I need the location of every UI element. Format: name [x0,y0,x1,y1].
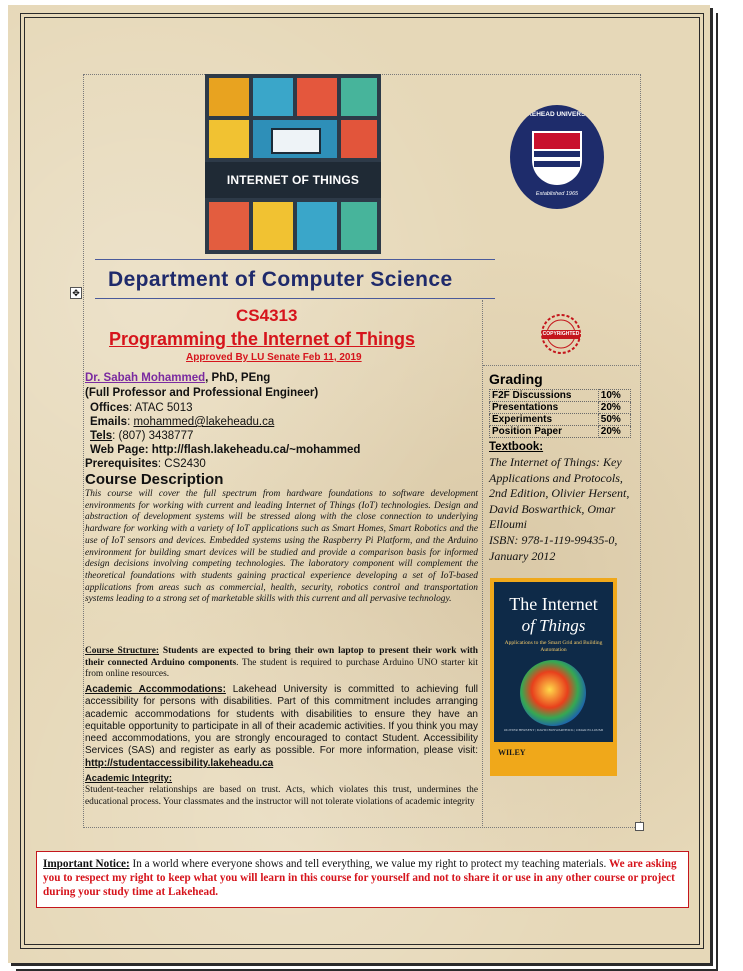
instructor-position: (Full Professor and Professional Engineer) [85,387,319,399]
grading-item: Experiments [490,414,599,426]
tile-camera [253,78,293,116]
instructor-degrees: , PhD, PEng [205,372,271,384]
tile-router [209,202,249,250]
tile-bulb [253,202,293,250]
structure-label: Course Structure: [85,646,160,656]
grading-heading: Grading [489,371,543,387]
structure-text: . The student is required to purchase Arduino UNO starter kit from online resources. [85,657,478,680]
textbook-isbn: ISBN: 978-1-119-99435-0, January 2012 [489,532,618,563]
grading-row [490,390,631,402]
book-cover-authors: OLIVIER HERSENT | DAVID BOSWARTHICK | OMAR ELLOUMI [503,728,604,732]
book-cover-publisher: WILEY [498,748,526,757]
header-rule-top [95,259,495,260]
grading-item: Position Paper [490,426,599,438]
grading-row [490,426,631,438]
grading-weight: 10% [598,390,630,402]
book-cover [490,578,617,776]
offices-line [90,402,193,414]
accommodations-label: Academic Accommodations: [85,684,226,695]
offices-label: Offices [90,402,129,414]
emails-label: Emails [90,416,128,428]
prereq-line [85,458,206,470]
instructor-name[interactable]: Dr. Sabah Mohammed [85,372,206,384]
table-move-handle[interactable]: ✥ [70,287,82,299]
notice-body: In a world where everyone shows and tell everything, we value my right to protect my teaching materials. [129,858,610,870]
grading-item: Presentations [490,402,599,414]
book-cover-of-things: of Things [521,616,586,635]
course-structure [85,646,478,681]
notice-label: Important Notice: [43,858,130,870]
tile-fan [341,202,377,250]
book-cover-subtitle: Applications to the Smart Grid and Building Automation [504,640,603,653]
accessibility-link[interactable]: http://studentaccessibility.lakeheadu.ca [85,757,274,769]
notice-text [43,857,683,900]
logo-established: Established 1965 [535,191,579,197]
tile-fridge [341,120,377,158]
tile-laptop [253,120,337,158]
course-code: CS4313 [236,306,298,325]
book-cover-the: The Internet [509,594,598,614]
grading-weight: 50% [598,414,630,426]
department-title: Department of Computer Science [108,268,453,291]
prereq-label: Prerequisites [85,458,158,470]
iot-image [205,74,381,254]
logo-name: LAKEHEAD UNIVERSITY [518,111,596,118]
grading-item: F2F Discussions [490,390,599,402]
stamp-text: COPYRIGHTED [542,331,580,337]
grading-weight: 20% [598,426,630,438]
emails-line: Emails: mohammed@lakeheadu.ca [90,416,275,428]
important-notice [36,851,689,908]
instructor-line [85,372,270,384]
copyright-stamp [540,313,582,355]
description-text: This course will cover the full spectrum from hardware foundations to software development environments for working with current and leading Internet of Things (IoT) technologies. Design and abstraction of development systems will be stressed along with the close connection to underlying hardware for working with a variety of IoT applications such as Smart Homes, Smart Robotics and the use of IoT sensors and devices. Embedded systems using the Raspberry Pi Platform, and the Arduino environment for building smart devices will be studied and provide a comparison basis for informed design decisions involving competing technologies. The laboratory component will complement the theoretical foundations with students gaining practical experience developing a set of IoT-based applications from areas such as commercial, health, security, robotics control and transportation systems leading to a strong set of marketable skills with this current and all pervasive technology. [85,489,478,605]
approval-note: Approved By LU Senate Feb 11, 2019 [186,352,362,363]
tels-value: : (807) 3438777 [112,430,194,442]
description-heading: Course Description [85,471,224,488]
tile-appliance [209,78,249,116]
prereq-value: : CS2430 [157,458,206,470]
iot-caption: INTERNET OF THINGS [205,162,381,198]
book-cover-graphic [520,660,586,726]
accommodations-text: Lakehead University is committed to achieving full accessibility for persons with disabilities. Part of this commitment includes arranging academic accommodations for students with disabilities to ensure they have an equitable opportunity to participate in all of their academic activities. If you think you may need accommodations, you are strongly encouraged to contact Student. Accessibility Services (SAS) and register as early as possible. For more information, please visit: [85,684,478,757]
academic-accommodations [85,684,478,770]
table-resize-handle[interactable] [635,822,644,831]
header-rule-bottom [95,298,495,299]
structure-bold-text: Students are expected to bring their own laptop to present their work with their connected Arduino components [85,646,479,668]
textbook-text [489,455,637,564]
web-line [90,444,360,456]
tile-watch [297,202,337,250]
grading-weight: 20% [598,402,630,414]
web-value[interactable]: : http://flash.lakeheadu.ca/~mohammed [144,444,361,456]
integrity-heading [85,772,478,784]
textbook-title: The Internet of Things: Key Applications and Protocols, 2nd Edition, Olivier Hersent, David Boswarthick, Omar Elloumi [489,455,630,532]
offices-value: : ATAC 5013 [129,402,193,414]
email-link[interactable]: mohammed@lakeheadu.ca [133,416,275,428]
grading-table [489,389,631,438]
tels-label: Tels [90,430,113,442]
integrity-text: Student-teacher relationships are based on trust. Acts, which violates this trust, undermines the educational process. Your classmates and the instructor will not tolerate violations of academic integrity [85,785,478,807]
grading-row [490,414,631,426]
tile-screen [341,78,377,116]
tile-light [209,120,249,158]
lakehead-logo [510,105,604,209]
course-title: Programming the Internet of Things [109,329,416,349]
row-divider [483,365,639,366]
notice-red-text: We are asking you to respect my right to keep what you will learn in this course for yourself and not to share it or use in any other course or project during your study time at Lakehead. [43,858,677,899]
web-label: Web Page [90,444,145,456]
tels-line [90,430,193,442]
textbook-heading: Textbook: [489,441,544,453]
integrity-label: Academic Integrity: [85,772,173,783]
tile-phone [297,78,337,116]
column-divider [482,300,483,826]
grading-row [490,402,631,414]
